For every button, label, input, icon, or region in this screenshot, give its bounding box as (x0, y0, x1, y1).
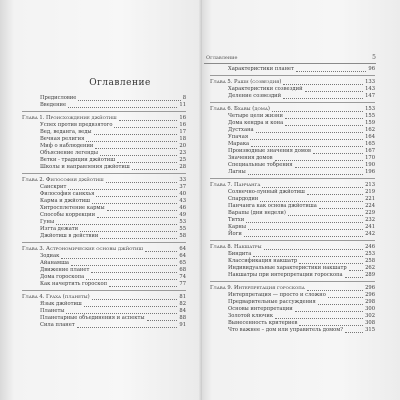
toc-leader-dots (84, 306, 177, 307)
toc-entry-page: 196 (365, 169, 375, 175)
toc-entry-page: 20 (179, 143, 186, 149)
toc-leader-dots (92, 299, 177, 300)
toc-entry[interactable] (210, 327, 375, 334)
toc-leader-dots (307, 194, 363, 195)
toc-leader-dots (285, 125, 363, 126)
toc-entry-page: 308 (365, 320, 375, 326)
toc-entry[interactable] (22, 226, 186, 233)
toc-entry[interactable] (22, 122, 186, 129)
toc-leader-dots (264, 249, 363, 250)
section-divider (22, 111, 186, 112)
toc-leader-dots (318, 304, 363, 305)
toc-entry[interactable] (22, 301, 186, 308)
toc-entry-label: Язык джйотиш (40, 301, 82, 307)
toc-leader-dots (80, 231, 177, 232)
toc-entry-label: Панчанга как основа джйотиша (228, 203, 317, 209)
toc-entry-label: Глава 3. Астрономические основы джйотиш (22, 246, 144, 252)
toc-leader-dots (132, 169, 177, 170)
toc-leader-dots (285, 118, 363, 119)
toc-chapter-entry[interactable] (210, 285, 375, 292)
toc-leader-dots (114, 127, 177, 128)
toc-leader-dots (78, 100, 181, 101)
toc-entry[interactable] (210, 251, 375, 258)
toc-leader-dots (92, 203, 177, 204)
toc-leader-dots (349, 270, 363, 271)
running-head-title: Оглавление (206, 55, 238, 61)
toc-entry-page: 25 (179, 157, 186, 163)
toc-leader-dots (94, 134, 177, 135)
toc-leader-dots (246, 222, 363, 223)
toc-leader-dots (253, 256, 363, 257)
toc-entry-page: 68 (179, 267, 186, 273)
toc-entry-label: Дома кендра и кона (228, 120, 284, 126)
toc-leader-dots (86, 141, 177, 142)
toc-leader-dots (288, 215, 363, 216)
toc-entry-page: 241 (365, 224, 375, 230)
running-head (204, 54, 376, 64)
toc-entry-label: Накшатры при интерпретации гороскопа (228, 272, 343, 278)
toc-entry-label: Предварительные рассуждения (228, 299, 316, 305)
toc-leader-dots (100, 155, 177, 156)
toc-entry-page: 17 (179, 129, 186, 135)
toc-entry-page: 18 (179, 136, 186, 142)
toc-entry[interactable] (22, 129, 186, 136)
toc-entry-label: Планеты (40, 308, 65, 314)
section-divider (210, 178, 375, 179)
toc-leader-dots (275, 160, 363, 161)
toc-entry[interactable] (22, 150, 186, 157)
toc-entry-page: 246 (365, 244, 375, 250)
toc-chapter-entry[interactable] (210, 106, 375, 113)
toc-entry-label: Джйотиш в действии (40, 233, 99, 239)
toc-leader-dots (77, 327, 177, 328)
toc-chapter-entry[interactable] (22, 115, 186, 122)
toc-entry-page: 77 (179, 281, 186, 287)
toc-entry[interactable] (22, 102, 186, 109)
toc-entry-label: Биндита (228, 251, 252, 257)
toc-entry-label: Предисловие (40, 95, 77, 101)
toc-entry-label: Упачая (228, 134, 249, 140)
toc-entry[interactable] (22, 267, 186, 274)
toc-entry-label: Глава 1. Происхождение джйотиш (22, 115, 117, 121)
toc-entry-label: Зодиак (40, 253, 60, 259)
toc-entry[interactable] (210, 292, 375, 299)
toc-leader-dots (91, 272, 177, 273)
toc-entry-label: Интерпретация — просто и сложно (228, 292, 326, 298)
toc-leader-dots (283, 84, 363, 85)
toc-entry-page: 302 (365, 313, 375, 319)
toc-entry[interactable] (22, 191, 186, 198)
toc-entry-label: Хитросплетение кармы (40, 205, 105, 211)
toc-entry-page: 315 (365, 327, 375, 333)
toc-entry[interactable] (210, 141, 375, 148)
toc-leader-dots (345, 277, 363, 278)
toc-leader-dots (117, 162, 177, 163)
toc-entry-page: 232 (365, 217, 375, 223)
toc-entry[interactable] (210, 66, 375, 73)
toc-entry-label: Значения домов (228, 155, 273, 161)
toc-leader-dots (328, 297, 363, 298)
toc-entry-page: 33 (179, 177, 186, 183)
toc-leader-dots (295, 311, 363, 312)
toc-entry-page: 143 (365, 86, 375, 92)
toc-entry-page: 164 (365, 134, 375, 140)
toc-leader-dots (262, 187, 363, 188)
toc-entry[interactable] (210, 155, 375, 162)
toc-leader-dots (248, 174, 363, 175)
toc-entry-label: Спардодин (228, 196, 259, 202)
toc-entry-page: 23 (179, 150, 186, 156)
toc-entry-page: 213 (365, 182, 375, 188)
toc-entry[interactable] (22, 136, 186, 143)
toc-leader-dots (68, 107, 177, 108)
toc-entry-label: Вынесенность критериев (228, 320, 298, 326)
toc-entry-page: 296 (365, 285, 375, 291)
section-divider (210, 102, 375, 103)
toc-entry-page: 242 (365, 231, 375, 237)
toc-leader-dots (251, 146, 363, 147)
toc-entry-label: Глава 7. Панчанга (210, 182, 261, 188)
toc-entry-label: Школы и направления джйотиш (40, 164, 130, 170)
toc-entry[interactable] (210, 93, 375, 100)
toc-entry-label: Карма и джйотиш (40, 198, 91, 204)
toc-chapter-entry[interactable] (22, 177, 186, 184)
toc-entry-page: 221 (365, 196, 375, 202)
toc-entry-label: Дустхана (228, 127, 254, 133)
toc-entry-label: Варапы (дни недели) (228, 210, 286, 216)
toc-entry-page: 84 (179, 308, 186, 314)
toc-entry-page: 49 (179, 212, 186, 218)
toc-entry-label: Глава 2. Философия джйотиш (22, 177, 104, 183)
toc-entry-page: 159 (365, 120, 375, 126)
toc-left (22, 95, 186, 329)
toc-chapter-entry[interactable] (210, 244, 375, 251)
toc-entry-page: 74 (179, 274, 186, 280)
toc-entry-page: 165 (365, 141, 375, 147)
toc-entry[interactable] (210, 272, 375, 279)
toc-entry[interactable] (210, 210, 375, 217)
toc-entry-label: Глава 5. Раши (созвездия) (210, 79, 282, 85)
toc-entry-page: 133 (365, 79, 375, 85)
toc-entry-page: 224 (365, 203, 375, 209)
toc-entry-label: Планетарные объединения и аспекты (40, 315, 145, 321)
toc-right (210, 66, 375, 334)
toc-entry[interactable] (210, 134, 375, 141)
section-divider (22, 242, 186, 243)
toc-leader-dots (95, 148, 177, 149)
toc-leader-dots (275, 318, 363, 319)
toc-leader-dots (307, 290, 363, 291)
toc-entry[interactable] (22, 308, 186, 315)
toc-entry-page: 190 (365, 162, 375, 168)
toc-entry-label: Сила планет (40, 322, 75, 328)
toc-chapter-entry[interactable] (22, 246, 186, 253)
toc-leader-dots (296, 71, 366, 72)
toc-entry-page: 65 (179, 260, 186, 266)
toc-leader-dots (106, 182, 177, 183)
toc-entry-page: 289 (365, 272, 375, 278)
toc-entry-label: Айанамша (40, 260, 69, 266)
toc-leader-dots (244, 236, 363, 237)
toc-entry-page: 96 (368, 66, 375, 72)
toc-entry-label: Философия санкхья (40, 191, 95, 197)
toc-entry-label: Характеристики планет (228, 66, 294, 72)
toc-entry[interactable] (22, 233, 186, 240)
toc-entry-label: Титхи (228, 217, 245, 223)
toc-entry[interactable] (210, 313, 375, 320)
toc-entry-label: Глава 6. Бхавы (дома) (210, 106, 270, 112)
toc-entry[interactable] (22, 253, 186, 260)
toc-leader-dots (272, 111, 363, 112)
toc-leader-dots (250, 139, 363, 140)
toc-entry-page: 16 (179, 115, 186, 121)
toc-leader-dots (256, 132, 363, 133)
toc-entry-label: Основы интерпретации (228, 306, 293, 312)
toc-entry-page: 40 (179, 191, 186, 197)
toc-entry-page: 262 (365, 265, 375, 271)
toc-leader-dots (295, 167, 363, 168)
toc-entry-label: Дома гороскопа (40, 274, 85, 280)
toc-entry-label: Движение планет (40, 267, 90, 273)
toc-entry-page: 153 (365, 106, 375, 112)
toc-entry-page: 91 (179, 322, 186, 328)
toc-leader-dots (299, 325, 363, 326)
toc-leader-dots (260, 201, 363, 202)
toc-entry[interactable] (210, 231, 375, 238)
toc-entry-page: 300 (365, 306, 375, 312)
toc-chapter-entry[interactable] (210, 182, 375, 189)
toc-entry-page: 219 (365, 189, 375, 195)
toc-chapter-entry[interactable] (22, 294, 186, 301)
toc-entry-label: Солнечно-лунный джйотиш (228, 189, 305, 195)
toc-entry-page: 16 (179, 122, 186, 128)
toc-entry[interactable] (210, 299, 375, 306)
toc-leader-dots (283, 98, 363, 99)
toc-leader-dots (145, 251, 177, 252)
toc-entry-label: Что важнее – дом или управитель домом? (228, 327, 344, 333)
toc-entry[interactable] (22, 274, 186, 281)
toc-leader-dots (97, 217, 177, 218)
toc-entry-page: 43 (179, 198, 186, 204)
toc-entry-page: 64 (179, 253, 186, 259)
toc-entry-label: Специальные тобрения (228, 162, 293, 168)
toc-leader-dots (299, 263, 363, 264)
toc-entry[interactable] (210, 306, 375, 313)
toc-entry-page: 81 (179, 294, 186, 300)
toc-entry-label: Классификация накшатр (228, 258, 298, 264)
toc-entry-page: 170 (365, 155, 375, 161)
toc-entry-label: Изгта дежати (40, 226, 79, 232)
toc-leader-dots (96, 196, 177, 197)
toc-entry[interactable] (210, 127, 375, 134)
toc-leader-dots (109, 286, 177, 287)
toc-entry-label: Вед, веданга, веды (40, 129, 92, 135)
toc-entry-page: 155 (365, 113, 375, 119)
toc-entry-label: Вечная религия (40, 136, 85, 142)
toc-leader-dots (66, 313, 177, 314)
toc-entry-page: 253 (365, 251, 375, 257)
toc-entry-page: 53 (179, 219, 186, 225)
toc-entry-page: 82 (179, 301, 186, 307)
toc-entry[interactable] (210, 258, 375, 265)
toc-entry-label: Глава 4. Граха (планеты) (22, 294, 90, 300)
page-title: Оглавление (89, 78, 151, 88)
toc-leader-dots (248, 229, 363, 230)
toc-leader-dots (305, 91, 363, 92)
section-divider (22, 290, 186, 291)
toc-entry-label: Введение (40, 102, 67, 108)
toc-entry-page: 11 (179, 102, 186, 108)
section-divider (22, 173, 186, 174)
toc-leader-dots (61, 258, 177, 259)
toc-entry-label: Марака (228, 141, 250, 147)
toc-entry-page: 147 (365, 93, 375, 99)
toc-entry-label: Характеристики созвездий (228, 86, 303, 92)
toc-entry-label: Йоги (228, 231, 242, 237)
toc-entry-label: Деление созвездий (228, 93, 282, 99)
toc-entry[interactable] (22, 198, 186, 205)
toc-entry-page: 229 (365, 210, 375, 216)
toc-entry-label: Золотой ключик (228, 313, 274, 319)
toc-entry[interactable] (22, 95, 186, 102)
toc-entry-label: Санскрит (40, 184, 67, 190)
toc-leader-dots (107, 210, 177, 211)
toc-entry[interactable] (210, 203, 375, 210)
toc-entry-page: 55 (179, 226, 186, 232)
toc-entry[interactable] (210, 162, 375, 169)
toc-entry[interactable] (22, 205, 186, 212)
toc-entry[interactable] (22, 143, 186, 150)
section-divider (210, 281, 375, 282)
toc-entry[interactable] (22, 157, 186, 164)
toc-entry-label: Глава 8. Накшатры (210, 244, 262, 250)
toc-entry-page: 258 (365, 258, 375, 264)
toc-entry-label: Объяснение легенды (40, 150, 98, 156)
toc-entry-page: 46 (179, 205, 186, 211)
page-number: 5 (372, 54, 376, 61)
toc-entry-page: 88 (179, 315, 186, 321)
toc-entry-label: Карны (228, 224, 247, 230)
toc-entry-page: 58 (179, 233, 186, 239)
toc-entry-label: Производные значения домов (228, 148, 311, 154)
toc-entry-label: Глава 9. Интерпретация гороскопа (210, 285, 305, 291)
toc-entry[interactable] (210, 120, 375, 127)
toc-entry[interactable] (22, 322, 186, 329)
toc-entry-label: Способы коррекции (40, 212, 96, 218)
toc-entry-label: Лагны (228, 169, 246, 175)
toc-entry-label: Гуны (40, 219, 55, 225)
toc-entry[interactable] (210, 196, 375, 203)
toc-leader-dots (313, 153, 363, 154)
toc-entry-page: 28 (179, 164, 186, 170)
toc-entry[interactable] (22, 184, 186, 191)
toc-entry-label: Успех против предвзятого (40, 122, 113, 128)
section-divider (210, 240, 375, 241)
toc-leader-dots (68, 189, 177, 190)
toc-entry-label: Индивидуальные характеристики накшатр (228, 265, 347, 271)
toc-entry[interactable] (210, 224, 375, 231)
toc-entry-page: 8 (182, 95, 186, 101)
toc-entry-page: 162 (365, 127, 375, 133)
toc-entry[interactable] (22, 260, 186, 267)
toc-entry[interactable] (210, 113, 375, 120)
toc-entry-page: 298 (365, 299, 375, 305)
toc-entry[interactable] (22, 212, 186, 219)
toc-chapter-entry[interactable] (210, 79, 375, 86)
toc-entry-label: Ветки - традиции джйотиш (40, 157, 116, 163)
toc-leader-dots (119, 120, 177, 121)
toc-entry-page: 296 (365, 292, 375, 298)
toc-leader-dots (56, 224, 177, 225)
toc-leader-dots (345, 332, 363, 333)
toc-entry[interactable] (210, 265, 375, 272)
toc-entry[interactable] (210, 169, 375, 176)
toc-entry[interactable] (210, 320, 375, 327)
toc-leader-dots (71, 265, 177, 266)
toc-leader-dots (147, 320, 177, 321)
toc-entry-page: 64 (179, 246, 186, 252)
toc-entry-label: Как начертить гороскоп (40, 281, 108, 287)
toc-leader-dots (100, 238, 177, 239)
toc-entry[interactable] (22, 281, 186, 288)
toc-entry[interactable] (22, 219, 186, 226)
toc-entry-label: Миф о наблюдении (40, 143, 94, 149)
toc-entry[interactable] (22, 164, 186, 171)
toc-entry[interactable] (210, 148, 375, 155)
toc-entry[interactable] (210, 217, 375, 224)
toc-leader-dots (319, 208, 363, 209)
toc-entry-label: Четыре цели жизни (228, 113, 283, 119)
toc-leader-dots (86, 279, 177, 280)
section-divider (210, 75, 375, 76)
toc-entry-page: 37 (179, 184, 186, 190)
toc-entry[interactable] (22, 315, 186, 322)
toc-entry[interactable] (210, 86, 375, 93)
toc-entry-page: 167 (365, 148, 375, 154)
toc-entry[interactable] (210, 189, 375, 196)
